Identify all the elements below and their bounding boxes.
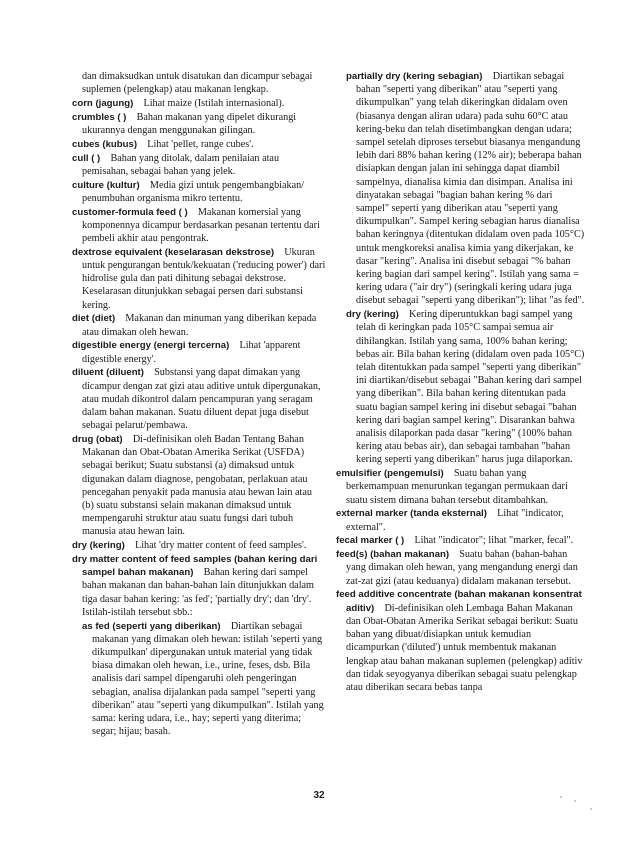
glossary-definition: Media gizi untuk pengembangbiakan/ penumbuhan organisma mikro tertentu. bbox=[82, 179, 305, 204]
glossary-entry bbox=[72, 206, 326, 246]
glossary-entry bbox=[336, 70, 586, 308]
glossary-definition: Di-definisikan oleh Badan Tentang Bahan Makanan dan Obat-Obatan Amerika Serikat (USFDA) sebagai berikut; Suatu substansi (a) dimaksud untuk digunakan dalam diagnose, pengobatan, perlakuan atau pencegahan penyakit pada manusia atau hewan lain atau (b) suatu substansi selain makanan dimaksud untuk mempengaruhi struktur atau suatu fungsi dari tubuh manusia atau hewan lain. bbox=[82, 434, 312, 538]
glossary-entry bbox=[72, 138, 326, 151]
scan-speck bbox=[574, 800, 576, 802]
glossary-term: dry (kering) bbox=[72, 540, 125, 552]
glossary-term: diet (diet) bbox=[72, 313, 116, 325]
glossary-entry bbox=[336, 507, 586, 533]
glossary-definition: Bahan makanan yang dipelet dikurangi ukurannya dengan menggunakan gilingan. bbox=[82, 111, 297, 136]
glossary-term: corn (jagung) bbox=[72, 98, 134, 109]
glossary-definition: Bahan yang ditolak, dalam penilaian atau pemisahan, sebagai bahan yang jelek. bbox=[82, 152, 280, 177]
page-number: 32 bbox=[313, 790, 325, 801]
glossary-term: external marker (tanda eksternal) bbox=[336, 508, 487, 520]
glossary-definition: Di-definisikan oleh Lembaga Bahan Makanan dan Obat-Obatan Amerika Serikat sebagai berikut: Suatu bahan yang dibuat/disiapkan untuk kemudian dicampurkan ('diluted') untuk membentuk makanan lengkap atau bahan makanan suplemen (pelengkap) aditiv dan tidak seyogyanya diberikan sebagai suatu pelengkap atau diberikan secara bebas tanpa bbox=[346, 602, 583, 693]
glossary-term: dry (kering) bbox=[346, 309, 399, 321]
glossary-definition: Ukuran untuk pengurangan bentuk/kekuatan ('reducing power') dari hidrolise gula dan pati dihitung sebagai dekstrose. Keselarasan ditunjukkan sebagai persen dari substansi kering. bbox=[82, 246, 326, 311]
glossary-entry bbox=[336, 534, 586, 547]
scan-speck bbox=[560, 796, 562, 798]
glossary-entry bbox=[72, 111, 326, 137]
glossary-term: as fed (seperti yang diberikan) bbox=[82, 620, 221, 632]
glossary-entry bbox=[72, 620, 326, 739]
glossary-term: drug (obat) bbox=[72, 434, 123, 446]
glossary-definition: Makanan komersial yang komponennya dicampur berdasarkan pesanan tertentu dari pembeli akhir atau pengontrak. bbox=[82, 206, 320, 244]
glossary-term: feed(s) (bahan makanan) bbox=[336, 549, 450, 561]
glossary-definition: Lihat 'pellet, range cubes'. bbox=[147, 138, 254, 150]
glossary-definition: Diartikan sebagai makanan yang dimakan oleh hewan: istilah 'seperti yang dikumpulkan' dipergunakan untuk material yang tidak biasa dimakan oleh hewan, i.e., urine, feses, dsb. Bila analisis dari sampel dipengaruhi oleh pengeringan sebagian, analisa dijalankan pada sampel "seperti yang diberikan" atau "seperti yang dikumpulkan". Istilah yang sama: kering udara, i.e., hay; seperti yang diterima; segar; hijau; basah. bbox=[92, 620, 324, 738]
glossary-entry bbox=[72, 366, 326, 432]
glossary-term: cull ( ) bbox=[72, 152, 101, 164]
glossary-entry bbox=[72, 433, 326, 539]
glossary-entry bbox=[72, 246, 326, 312]
glossary-term: partially dry (kering sebagian) bbox=[346, 71, 483, 82]
glossary-entry bbox=[336, 467, 586, 507]
glossary-definition: Substansi yang dapat dimakan yang dicampur dengan zat gizi atau aditive untuk dipergunakan, atau mudah dikontrol dalam pencampuran yang seragam dalam bahan makanan. Suatu diluent depat juga disebut sebagai pelarut/pembawa. bbox=[82, 367, 321, 432]
glossary-term: dry matter content of feed samples (bahan kering dari sampel bahan makanan) bbox=[72, 554, 318, 579]
glossary-entry bbox=[72, 312, 326, 338]
glossary-term: diluent (diluent) bbox=[72, 367, 144, 379]
glossary-definition: Lihat 'apparent digestible energy'. bbox=[82, 340, 301, 365]
glossary-entry bbox=[336, 548, 586, 588]
glossary-definition: Bahan kering dari sampel bahan makanan dan bahan-bahan lain ditunjukkan dalam tiga dasar bahan kering: 'as fed'; 'partially dry'; dan 'dry'. Istilah-istilah tersebut sbb.: bbox=[82, 567, 314, 618]
glossary-definition: Lihat 'dry matter content of feed samples'. bbox=[134, 540, 307, 552]
glossary-definition: Lihat maize (Istilah internasional). bbox=[143, 98, 285, 109]
glossary-term: culture (kultur) bbox=[72, 179, 140, 191]
glossary-definition: dan dimaksudkan untuk disatukan dan dicampur sebagai suplemen (pelengkap) atau makanan lengkap. bbox=[82, 71, 313, 96]
glossary-entry bbox=[72, 339, 326, 365]
glossary-entry bbox=[72, 539, 326, 552]
glossary-definition: Lihat "indicator"; lihat "marker, fecal". bbox=[414, 535, 574, 547]
glossary-term: dextrose equivalent (keselarasan dekstrose) bbox=[72, 246, 275, 258]
glossary-term: emulsifier (pengemulsi) bbox=[336, 468, 444, 480]
right-column bbox=[336, 70, 586, 695]
left-column bbox=[72, 70, 326, 739]
glossary-entry bbox=[72, 70, 326, 96]
glossary-definition: Kering diperuntukkan bagi sampel yang telah di keringkan pada 105°C sampai semua air dihilangkan. Istilah yang sama, 100% bahan kering; bebas air. Bila bahan kering (didalam oven pada 105°C) telah ditentukkan pada sampel "seperti yang diberikan" ini diartikan/disebut sebagai "Bahan kering dari sampel yang diberikan". Bila bahan kering ditentukan pada suatu bagian sampel kering ini disebut sebagai "bahan kering dari bagian sampel kering". Disarankan bahwa analisis dilaporkan pada dasar "kering" (100% bahan kering atau bebas air), dan sebagai tambahan "bahan kering seperti yang diberikan" harus juga dilaporkan. bbox=[356, 309, 585, 466]
glossary-term: crumbles ( ) bbox=[72, 111, 127, 123]
scan-speck bbox=[590, 808, 592, 810]
glossary-entry bbox=[336, 588, 586, 694]
glossary-definition: Suatu bahan yang berkemampuan menurunkan tegangan permukaan dari suatu sistem dimana bahan tersebut ditambahkan. bbox=[346, 468, 568, 506]
glossary-entry bbox=[72, 179, 326, 205]
glossary-term: fecal marker ( ) bbox=[336, 535, 405, 547]
glossary-term: feed additive concentrate (bahan makanan konsentrat aditiv) bbox=[336, 589, 582, 614]
glossary-entry bbox=[336, 308, 586, 466]
glossary-term: digestible energy (energi tercerna) bbox=[72, 340, 230, 352]
glossary-entry bbox=[72, 97, 326, 110]
glossary-entry bbox=[72, 553, 326, 619]
glossary-definition: Diartikan sebagai bahan "seperti yang diberikan" atau "seperti yang dikumpulkan" yang telah dikeringkan didalam oven (biasanya dengan aliran udara) pada suhu 60°C atau kering-beku dan telah disetimbangkan dengan udara; sampel setelah diproses tersebut biasanya mengandung lebih dari 88% bahan kering (12% air); beberapa bahan disiapkan dengan jalan ini sehingga dapat diambil sampelnya, dianalisa kimia dan disimpan. Analisa ini dinyatakan sebagai "bagian bahan kering % dari sampel" seperti yang diberikan atau "seperti yang dikumpulkan". Sampel kering sebagian harus dianalisa bahan keringnya (ditentukan didalam oven pada 105°C) untuk mengkoreksi analisa kimia yang dikerjakan, ke dasar "kering". Analisa ini disebut sebagai "% bahan kering bagian dari sampel kering". Istilah yang sama = kering udara ("air dry") (seringkali kering udara juga disebut sebagai "seperti yang diberikan"); lihat "as fed". bbox=[356, 71, 585, 307]
glossary-term: customer-formula feed ( ) bbox=[72, 206, 188, 218]
glossary-definition: Lihat "indicator, external". bbox=[346, 508, 564, 533]
glossary-entry bbox=[72, 152, 326, 178]
glossary-definition: Suatu bahan (bahan-bahan yang dimakan oleh hewan, yang mengandung energi dan zat-zat gizi (atau keduanya) didalam makanan tersebut. bbox=[346, 549, 578, 587]
glossary-term: cubes (kubus) bbox=[72, 138, 138, 150]
glossary-definition: Makanan dan minuman yang diberikan kepada atau dimakan oleh hewan. bbox=[82, 313, 317, 338]
